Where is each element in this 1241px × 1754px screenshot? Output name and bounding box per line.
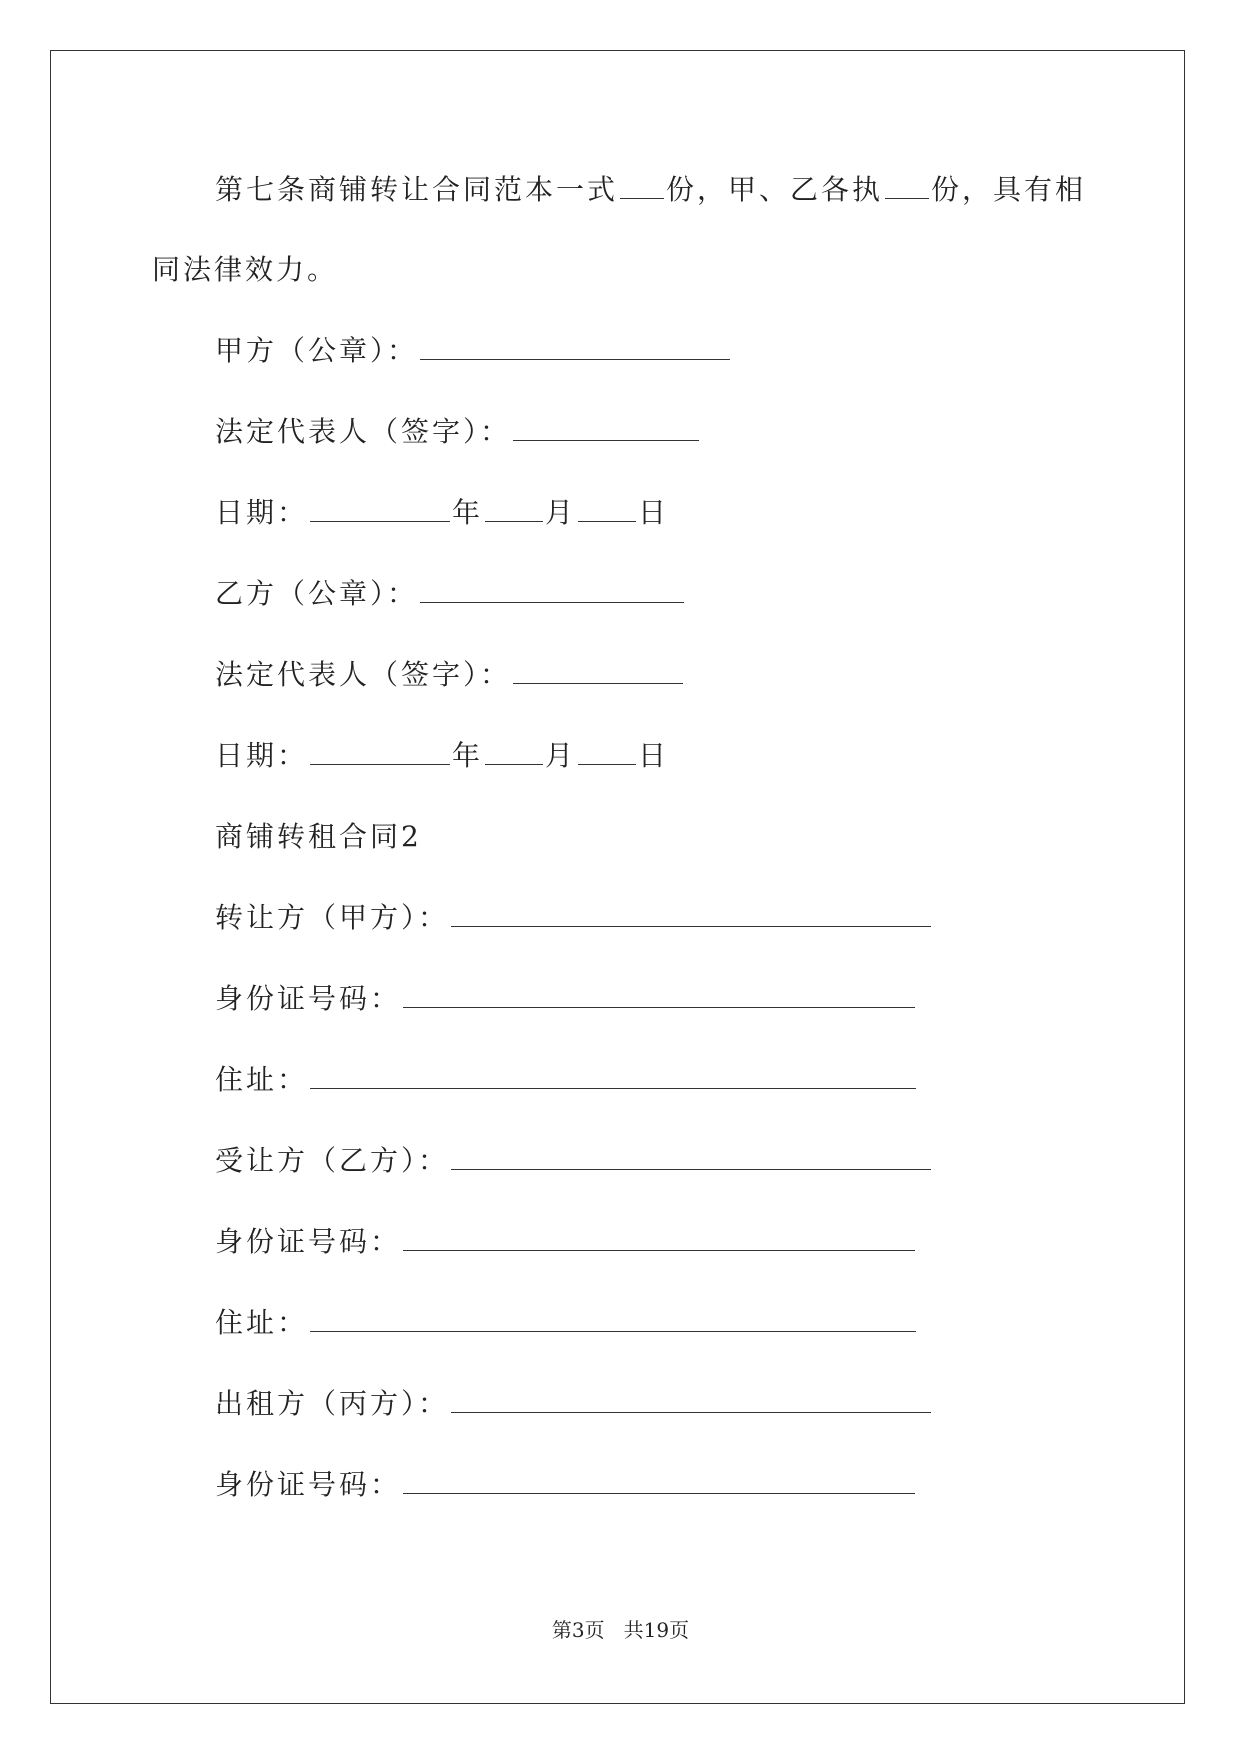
copies-total-blank[interactable] xyxy=(620,174,664,199)
party-a-month-label: 月 xyxy=(545,496,577,529)
transferor-row xyxy=(215,898,933,938)
party-a-month-blank[interactable] xyxy=(485,497,543,522)
transferee-row xyxy=(215,1141,933,1181)
lessor-id-label: 身份证号码： xyxy=(215,1468,402,1501)
transferor-id-label: 身份证号码： xyxy=(215,982,402,1015)
article7-part2: 份，甲、乙各执 xyxy=(666,173,884,206)
contract2-title: 商铺转租合同2 xyxy=(215,820,422,853)
transferor-id-row xyxy=(215,979,917,1019)
transferor-address-label: 住址： xyxy=(215,1063,309,1096)
party-b-rep-row xyxy=(215,655,685,695)
party-a-rep-row xyxy=(215,412,701,452)
party-a-seal-label: 甲方（公章）： xyxy=(215,334,419,367)
party-a-year-blank[interactable] xyxy=(310,497,450,522)
transferor-label: 转让方（甲方）： xyxy=(215,901,450,934)
party-b-month-blank[interactable] xyxy=(485,740,543,765)
party-b-rep-blank[interactable] xyxy=(513,659,683,684)
transferee-id-row xyxy=(215,1222,917,1262)
party-b-date-label: 日期： xyxy=(215,739,309,772)
party-b-seal-row xyxy=(215,574,686,614)
party-b-day-blank[interactable] xyxy=(578,740,636,765)
transferor-address-blank[interactable] xyxy=(310,1064,916,1089)
transferee-address-blank[interactable] xyxy=(310,1307,916,1332)
party-a-rep-blank[interactable] xyxy=(513,416,699,441)
party-a-date-row xyxy=(215,493,669,533)
page-border xyxy=(50,50,1185,1704)
transferee-id-label: 身份证号码： xyxy=(215,1225,402,1258)
transferee-id-blank[interactable] xyxy=(403,1226,915,1251)
copies-each-blank[interactable] xyxy=(885,174,929,199)
party-b-rep-label: 法定代表人（签字）： xyxy=(215,658,512,691)
party-a-day-blank[interactable] xyxy=(578,497,636,522)
party-a-seal-row xyxy=(215,331,732,371)
article7-part3: 份，具有相 xyxy=(931,173,1087,206)
party-a-date-label: 日期： xyxy=(215,496,309,529)
party-b-date-row xyxy=(215,736,669,776)
transferee-blank[interactable] xyxy=(451,1145,931,1170)
transferor-id-blank[interactable] xyxy=(403,983,915,1008)
article7-line1 xyxy=(215,170,1086,210)
party-b-seal-label: 乙方（公章）： xyxy=(215,577,419,610)
party-a-day-label: 日 xyxy=(638,496,670,529)
party-b-year-label: 年 xyxy=(452,739,484,772)
lessor-blank[interactable] xyxy=(451,1388,931,1413)
lessor-id-row xyxy=(215,1465,917,1505)
party-b-seal-blank[interactable] xyxy=(420,578,684,603)
party-a-year-label: 年 xyxy=(452,496,484,529)
transferee-address-row xyxy=(215,1303,918,1343)
lessor-id-blank[interactable] xyxy=(403,1469,915,1494)
party-a-seal-blank[interactable] xyxy=(420,335,730,360)
transferee-address-label: 住址： xyxy=(215,1306,309,1339)
party-b-day-label: 日 xyxy=(638,739,670,772)
party-b-year-blank[interactable] xyxy=(310,740,450,765)
transferor-address-row xyxy=(215,1060,918,1100)
transferee-label: 受让方（乙方）： xyxy=(215,1144,450,1177)
party-a-rep-label: 法定代表人（签字）： xyxy=(215,415,512,448)
article7-part1: 第七条商铺转让合同范本一式 xyxy=(215,173,619,206)
party-b-month-label: 月 xyxy=(545,739,577,772)
article7-line2: 同法律效力。 xyxy=(152,253,339,286)
lessor-label: 出租方（丙方）： xyxy=(215,1387,450,1420)
transferor-blank[interactable] xyxy=(451,902,931,927)
lessor-row xyxy=(215,1384,933,1424)
page-footer: 第3页 共19页 xyxy=(551,1618,690,1642)
